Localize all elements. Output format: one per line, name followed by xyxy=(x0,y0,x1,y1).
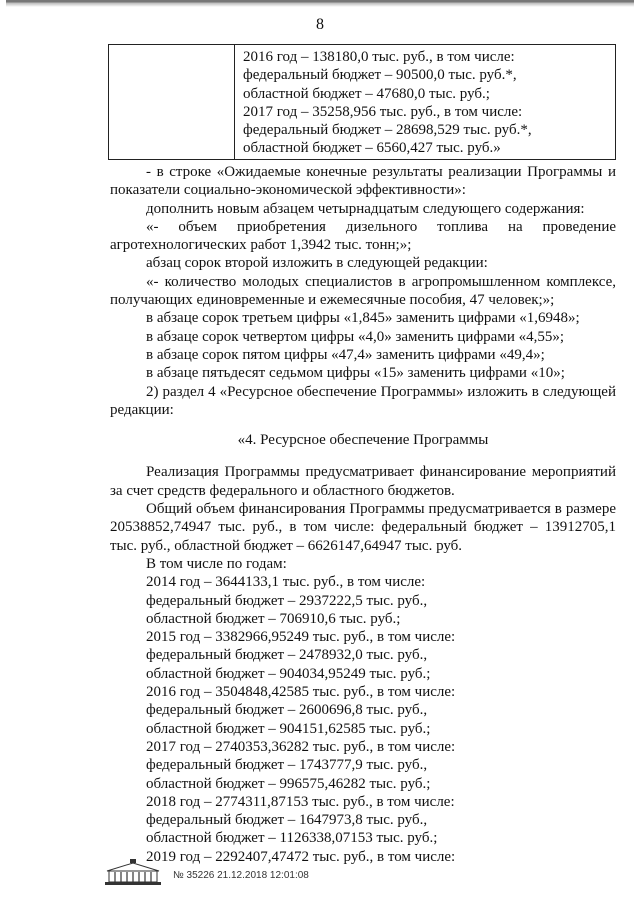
document-body xyxy=(110,163,616,866)
table-line: 2017 год – 35258,956 тыс. руб., в том числе: xyxy=(243,103,523,120)
paragraph: «- количество молодых специалистов в агропромышленном комплексе, получающих единовременные и ежемесячные пособия, 47 человек;»; xyxy=(110,273,616,309)
building-emblem-icon xyxy=(103,858,163,886)
paragraph: Реализация Программы предусматривает финансирование мероприятий за счет средств федерального и областного бюджетов. xyxy=(110,464,616,499)
list-item: 2018 год – 2774311,87153 тыс. руб., в том числе: xyxy=(146,793,455,810)
paragraph: в абзаце пятьдесят седьмом цифры «15» заменить цифрами «10»; xyxy=(146,365,565,382)
table-line: федеральный бюджет – 90500,0 тыс. руб.*, xyxy=(243,67,517,84)
table-line: областной бюджет – 6560,427 тыс. руб.» xyxy=(243,140,501,157)
list-item: областной бюджет – 904151,62585 тыс. руб.; xyxy=(146,720,431,737)
paragraph: в абзаце сорок четвертом цифры «4,0» заменить цифрами «4,55»; xyxy=(146,328,565,345)
table-line: федеральный бюджет – 28698,529 тыс. руб.*, xyxy=(243,122,532,139)
list-item: федеральный бюджет – 2600696,8 тыс. руб., xyxy=(146,702,428,719)
list-item: федеральный бюджет – 1647973,8 тыс. руб., xyxy=(146,812,428,829)
list-item: федеральный бюджет – 1743777,9 тыс. руб., xyxy=(146,757,428,774)
paragraph: дополнить новым абзацем четырнадцатым следующего содержания: xyxy=(146,200,585,217)
list-item: федеральный бюджет – 2478932,0 тыс. руб., xyxy=(146,647,428,664)
paragraph: 2) раздел 4 «Ресурсное обеспечение Программы» изложить в следующей редакции: xyxy=(110,383,616,418)
paragraph: абзац сорок второй изложить в следующей редакции: xyxy=(146,255,488,272)
list-item: областной бюджет – 1126338,07153 тыс. руб.; xyxy=(146,830,438,847)
list-item: 2017 год – 2740353,36282 тыс. руб., в том числе: xyxy=(146,738,456,755)
table-line: 2016 год – 138180,0 тыс. руб., в том числе: xyxy=(243,49,515,65)
list-item: 2016 год – 3504848,42585 тыс. руб., в том числе: xyxy=(146,684,456,701)
funding-table-fragment xyxy=(108,44,616,160)
list-item: федеральный бюджет – 2937222,5 тыс. руб., xyxy=(146,592,428,609)
page-number: 8 xyxy=(316,16,324,33)
section-title: «4. Ресурсное обеспечение Программы xyxy=(237,432,489,449)
scan-edge-line xyxy=(6,0,634,8)
yearly-funding-list xyxy=(110,573,616,866)
table-line: областной бюджет – 47680,0 тыс. руб.; xyxy=(243,85,490,102)
list-item: областной бюджет – 904034,95249 тыс. руб.; xyxy=(146,665,431,682)
paragraph: в абзаце сорок третьем цифры «1,845» заменить цифрами «1,6948»; xyxy=(146,310,580,327)
list-item: 2019 год – 2292407,47472 тыс. руб., в том числе: xyxy=(146,848,456,865)
paragraph: «- объем приобретения дизельного топлива на проведение агротехнологических работ 1,3942 тыс. тонн;»; xyxy=(110,218,616,254)
table-column-divider xyxy=(234,45,235,159)
list-item: областной бюджет – 706910,6 тыс. руб.; xyxy=(146,610,401,627)
table-cell xyxy=(243,48,532,158)
document-registration-stamp: № 35226 21.12.2018 12:01:08 xyxy=(173,870,309,881)
paragraph: Общий объем финансирования Программы предусматривается в размере 20538852,74947 тыс. руб., в том числе: федеральный бюджет – 13912705,1 тыс. руб., областной бюджет – 6626147,64947 тыс. руб. xyxy=(110,501,616,554)
list-item: 2014 год – 3644133,1 тыс. руб., в том числе: xyxy=(146,574,426,591)
list-item: 2015 год – 3382966,95249 тыс. руб., в том числе: xyxy=(146,629,456,646)
paragraph: В том числе по годам: xyxy=(146,555,287,572)
paragraph: - в строке «Ожидаемые конечные результаты реализации Программы и показатели социально-экономической эффективности»: xyxy=(110,164,616,199)
list-item: областной бюджет – 996575,46282 тыс. руб.; xyxy=(146,775,431,792)
paragraph: в абзаце сорок пятом цифры «47,4» заменить цифрами «49,4»; xyxy=(146,346,545,363)
